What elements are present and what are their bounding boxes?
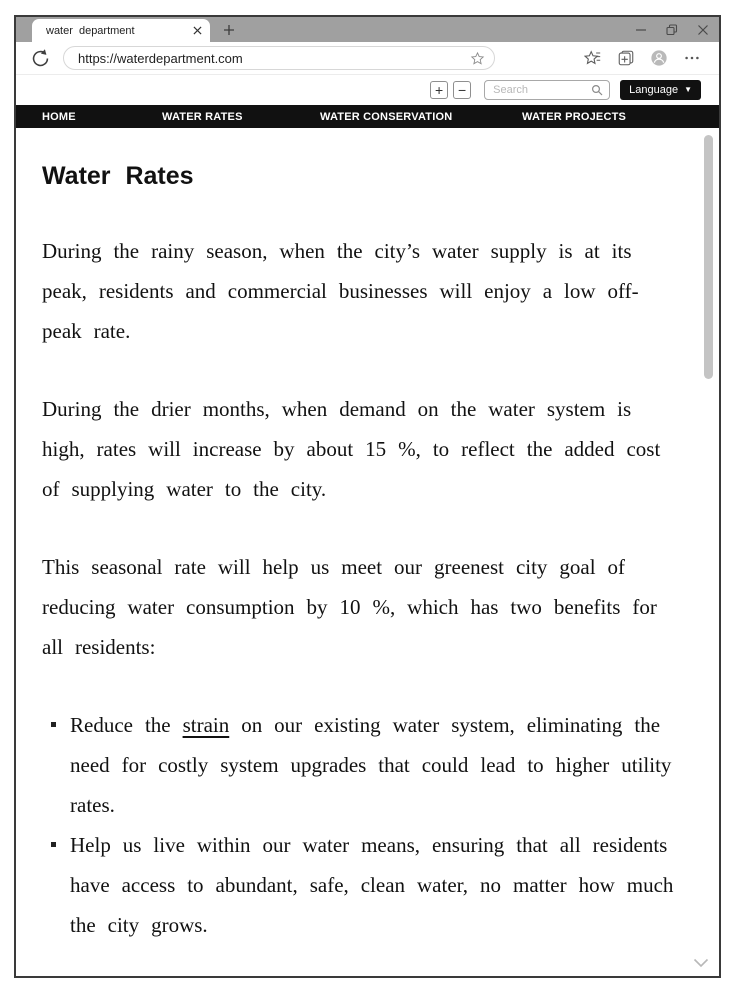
collections-icon[interactable] xyxy=(617,49,635,67)
bullet-icon xyxy=(51,842,56,847)
language-button[interactable] xyxy=(620,80,701,100)
paragraph-rainy-season: During the rainy season, when the city’s water supply is at its peak, residents and commercial businesses will enjoy a low off-peak rate. xyxy=(42,239,639,343)
close-window-button[interactable] xyxy=(697,24,709,36)
restore-button[interactable] xyxy=(666,24,678,36)
paragraph-seasonal-goal: This seasonal rate will help us meet our greenest city goal of reducing water consumption by 10 %, which has two benefits for all residents: xyxy=(42,555,657,659)
address-bar[interactable] xyxy=(63,46,495,70)
search-box[interactable] xyxy=(484,80,610,100)
close-icon xyxy=(697,24,709,36)
search-input[interactable] xyxy=(493,84,591,96)
address-bar-row xyxy=(16,42,719,75)
nav-item-home[interactable]: HOME xyxy=(42,110,76,123)
new-tab-button[interactable] xyxy=(220,21,238,39)
bullet-text: Reduce the xyxy=(70,713,183,737)
profile-icon[interactable] xyxy=(650,49,668,67)
page-title: Water Rates xyxy=(42,162,194,190)
page-toolbar xyxy=(16,75,719,105)
scroll-down-chevron-icon[interactable] xyxy=(693,958,709,968)
nav-item-water-rates[interactable]: WATER RATES xyxy=(162,110,243,123)
refresh-icon[interactable] xyxy=(30,48,51,69)
bullet-icon xyxy=(51,722,56,727)
site-nav xyxy=(16,105,719,128)
restore-icon xyxy=(666,24,678,36)
more-menu-icon[interactable] xyxy=(683,49,701,67)
url-text[interactable]: https://waterdepartment.com xyxy=(78,50,243,66)
bookmark-star-icon[interactable] xyxy=(470,51,485,66)
bullet-text: on our existing water system, eliminating the need for costly system upgrades that could lead to higher utility rates. xyxy=(70,713,672,817)
paragraph-drier-months: During the drier months, when demand on the water system is high, rates will increase by about 15 %, to reflect the added cost of supplying water to the city. xyxy=(42,397,661,501)
underlined-text: strain xyxy=(182,713,230,737)
nav-item-water-projects[interactable]: WATER PROJECTS xyxy=(522,110,627,123)
bullet-text: Help us live within our water means, ensuring that all residents have access to abundant, safe, clean water, no matter how much the city grows. xyxy=(70,833,674,937)
tab-title: water department xyxy=(46,24,135,37)
minimize-icon xyxy=(635,24,647,36)
plus-icon xyxy=(223,24,235,36)
minimize-button[interactable] xyxy=(635,24,647,36)
browser-action-icons xyxy=(584,49,701,67)
list-item xyxy=(42,825,677,945)
benefits-list xyxy=(42,705,677,945)
chevron-down-icon: ▼ xyxy=(684,85,692,94)
browser-window xyxy=(14,15,721,978)
tab-bar xyxy=(16,17,719,42)
scrollbar-thumb[interactable] xyxy=(704,135,713,379)
zoom-in-button[interactable]: + xyxy=(430,81,448,99)
page-content xyxy=(16,128,719,945)
language-label: Language xyxy=(629,84,679,96)
window-controls xyxy=(635,17,709,42)
favorites-icon[interactable] xyxy=(584,49,602,67)
list-item xyxy=(42,705,677,825)
zoom-out-button[interactable]: − xyxy=(453,81,471,99)
search-icon xyxy=(591,84,603,96)
browser-tab[interactable] xyxy=(32,19,210,42)
tab-close-icon[interactable] xyxy=(193,26,202,35)
nav-item-water-conservation[interactable]: WATER CONSERVATION xyxy=(320,110,453,123)
